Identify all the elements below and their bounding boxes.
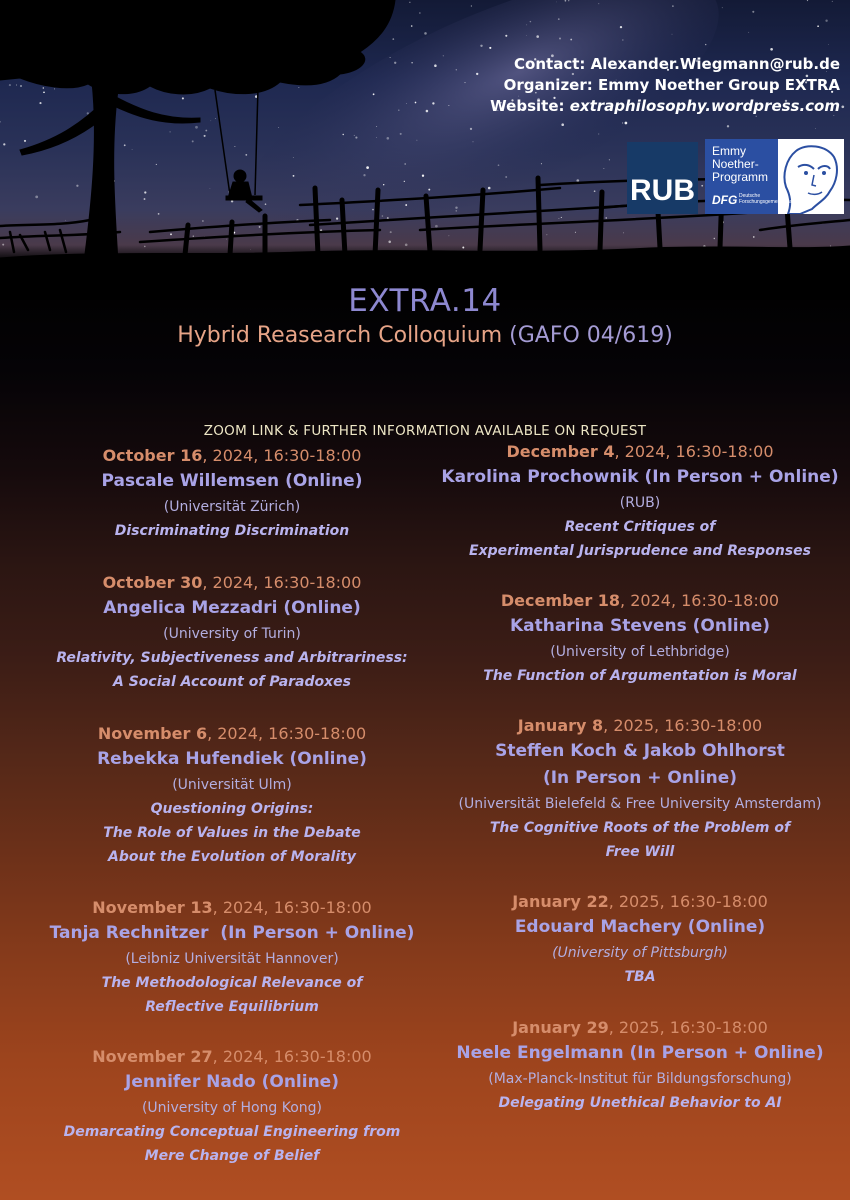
dfg-sub1: Deutsche — [739, 193, 761, 199]
main-title: EXTRA.14 — [348, 283, 502, 319]
event-speaker: Karolina Prochownik (In Person + Online) — [441, 467, 839, 487]
subtitle-text: Hybrid Reasearch Colloquium — [177, 323, 503, 348]
event-date: January 8, 2025, 16:30-18:00 — [517, 716, 763, 735]
event-speaker: Steffen Koch & Jakob Ohlhorst — [495, 741, 785, 761]
event-talk-title: Recent Critiques of — [564, 519, 716, 535]
emmy-noether-dfg-logo — [705, 139, 844, 214]
event-talk-title-2: A Social Account of Paradoxes — [113, 674, 351, 690]
contact-line: Contact: Alexander.Wiegmann@rub.de — [514, 55, 840, 73]
title-block — [0, 283, 850, 348]
emmy-line1: Emmy — [712, 144, 746, 158]
emmy-noether-label — [712, 145, 768, 184]
event-talk-title-2: Free Will — [605, 844, 675, 860]
event-talk-title: TBA — [624, 969, 656, 985]
dfg-label: DFG — [712, 193, 738, 207]
event-date: October 16, 2024, 16:30-18:00 — [102, 446, 362, 465]
event-talk-title-2: The Role of Values in the Debate — [103, 825, 361, 841]
event-affiliation: (Universität Zürich) — [163, 499, 301, 515]
event-affiliation: (Leibniz Universität Hannover) — [125, 951, 339, 967]
event-affiliation: (Universität Bielefeld & Free University Amsterdam) — [458, 796, 822, 812]
event-date: January 29, 2025, 16:30-18:00 — [512, 1018, 768, 1037]
event-item — [12, 722, 452, 869]
event-item — [425, 1016, 850, 1115]
contact-info — [490, 54, 840, 117]
event-affiliation: (University of Pittsburgh) — [552, 945, 728, 961]
event-date: November 6, 2024, 16:30-18:00 — [97, 724, 367, 743]
event-item — [425, 714, 850, 864]
emmy-line3: Programm — [712, 170, 769, 184]
event-speaker: Tanja Rechnitzer (In Person + Online) — [49, 923, 415, 943]
website-line — [490, 96, 840, 117]
event-talk-title-3: About the Evolution of Morality — [108, 849, 356, 865]
website-label: Website: — [490, 97, 570, 115]
rub-logo — [627, 142, 698, 214]
event-talk-title: The Function of Argumentation is Moral — [483, 668, 797, 684]
event-speaker: Angelica Mezzadri (Online) — [103, 598, 361, 618]
event-talk-title: Questioning Origins: — [150, 801, 314, 817]
room-text: (GAFO 04/619) — [509, 323, 673, 348]
event-speaker: Neele Engelmann (In Person + Online) — [456, 1043, 824, 1063]
event-talk-title: Discriminating Discrimination — [114, 523, 350, 539]
event-affiliation: (RUB) — [619, 495, 661, 511]
event-speaker: Katharina Stevens (Online) — [509, 616, 771, 636]
event-affiliation: (University of Lethbridge) — [550, 644, 730, 660]
rub-logo-text: RUB — [630, 174, 695, 207]
event-affiliation: (Universität Ulm) — [172, 777, 292, 793]
website-link[interactable]: extraphilosophy.wordpress.com — [569, 97, 840, 115]
event-speaker: Pascale Willemsen (Online) — [101, 471, 363, 491]
event-speaker: Rebekka Hufendiek (Online) — [97, 749, 367, 769]
event-talk-title-2: Mere Change of Belief — [144, 1148, 320, 1164]
event-talk-title-2: Reflective Equilibrium — [145, 999, 319, 1015]
organizer-line: Organizer: Emmy Noether Group EXTRA — [503, 76, 840, 94]
event-date: November 13, 2024, 16:30-18:00 — [92, 898, 372, 917]
event-speaker: Edouard Machery (Online) — [514, 917, 766, 937]
event-affiliation: (Max-Planck-Institut für Bildungsforschung) — [488, 1071, 792, 1087]
dfg-sub2: Forschungsgemeinschaft — [739, 199, 795, 205]
event-date: November 27, 2024, 16:30-18:00 — [92, 1047, 372, 1066]
event-date: December 4, 2024, 16:30-18:00 — [506, 442, 774, 461]
event-talk-title: The Methodological Relevance of — [101, 975, 363, 991]
event-date: October 30, 2024, 16:30-18:00 — [102, 573, 362, 592]
event-affiliation: (University of Turin) — [163, 626, 301, 642]
zoom-notice: ZOOM LINK & FURTHER INFORMATION AVAILABLE ON REQUEST — [203, 423, 647, 439]
event-item — [425, 890, 850, 989]
event-talk-title: Delegating Unethical Behavior to AI — [498, 1095, 782, 1111]
event-item — [425, 589, 850, 688]
event-talk-title-2: Experimental Jurisprudence and Responses — [469, 543, 811, 559]
emmy-line2: Noether- — [712, 157, 759, 171]
event-item — [12, 1045, 452, 1168]
event-item — [12, 444, 452, 543]
event-affiliation: (University of Hong Kong) — [141, 1100, 323, 1116]
event-item — [12, 571, 452, 694]
event-talk-title: The Cognitive Roots of the Problem of — [489, 820, 791, 836]
dfg-sublabel — [739, 193, 795, 205]
event-date: January 22, 2025, 16:30-18:00 — [512, 892, 768, 911]
event-speaker-mode: (In Person + Online) — [542, 768, 738, 788]
event-speaker: Jennifer Nado (Online) — [125, 1072, 339, 1092]
event-item — [425, 440, 850, 563]
event-talk-title: Relativity, Subjectiveness and Arbitrariness: — [56, 650, 408, 666]
event-date: December 18, 2024, 16:30-18:00 — [500, 591, 780, 610]
event-item — [12, 896, 452, 1019]
event-talk-title: Demarcating Conceptual Engineering from — [63, 1124, 401, 1140]
subtitle — [0, 323, 850, 348]
